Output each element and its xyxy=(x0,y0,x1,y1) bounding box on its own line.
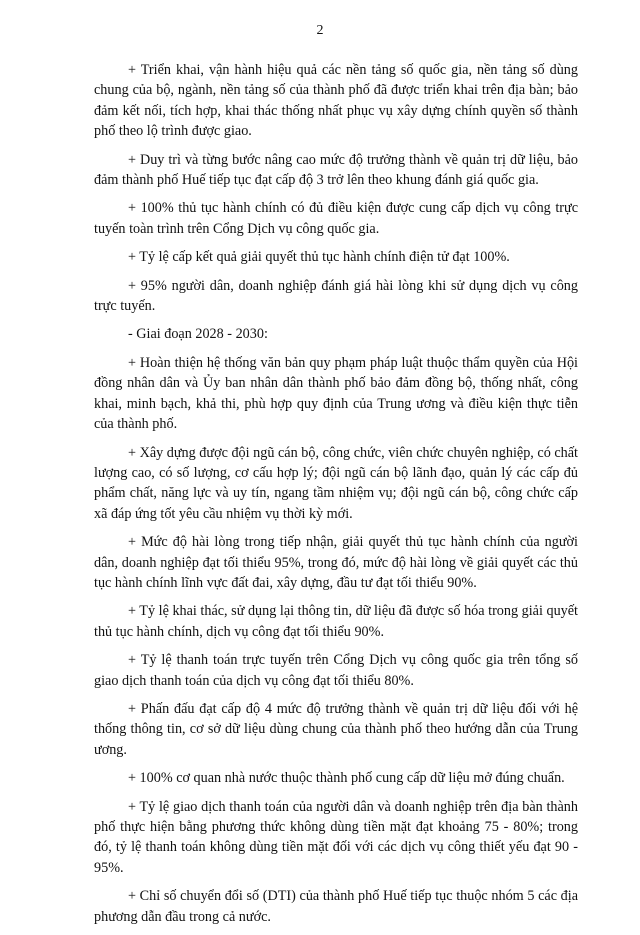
paragraph: + Tỷ lệ thanh toán trực tuyến trên Cổng Dịch vụ công quốc gia trên tổng số giao dịch thanh toán của dịch vụ công đạt tối thiểu 80%. xyxy=(94,652,578,689)
paragraph: + Mức độ hài lòng trong tiếp nhận, giải quyết thủ tục hành chính của người dân, doanh nghiệp đạt tối thiểu 95%, trong đó, mức độ hài lòng về giải quyết các thủ tục hành chính lĩnh vực đất đai, xây dựng, đầu tư đạt tối thiểu 90%. xyxy=(94,534,578,591)
document-body xyxy=(94,60,578,935)
page-number: 2 xyxy=(316,23,324,38)
section-heading: - Giai đoạn 2028 - 2030: xyxy=(128,326,268,343)
paragraph: + Tỷ lệ giao dịch thanh toán của người dân và doanh nghiệp trên địa bàn thành phố thực hiện bằng phương thức không dùng tiền mặt đạt khoảng 75 - 80%; trong đó, tỷ lệ thanh toán không dùng tiền mặt đối với các dịch vụ công thiết yếu đạt 90 - 95%. xyxy=(94,798,578,876)
paragraph: + Tỷ lệ khai thác, sử dụng lại thông tin, dữ liệu đã được số hóa trong giải quyết thủ tục hành chính, dịch vụ công đạt tối thiểu 90%. xyxy=(94,603,578,640)
paragraph: + Xây dựng được đội ngũ cán bộ, công chức, viên chức chuyên nghiệp, có chất lượng cao, có số lượng, cơ cấu hợp lý; đội ngũ cán bộ lãnh đạo, quản lý các cấp đủ phẩm chất, năng lực và uy tín, ngang tầm nhiệm vụ; đội ngũ cán bộ, công chức cấp xã đáp ứng tốt yêu cầu nhiệm vụ thời kỳ mới. xyxy=(94,444,578,522)
paragraph: + Phấn đấu đạt cấp độ 4 mức độ trưởng thành về quản trị dữ liệu đối với hệ thống thông tin, cơ sở dữ liệu dùng chung của thành phố theo hướng dẫn của Trung ương. xyxy=(94,700,578,758)
paragraph: + Tỷ lệ cấp kết quả giải quyết thủ tục hành chính điện tử đạt 100%. xyxy=(128,249,510,266)
paragraph: + 100% thủ tục hành chính có đủ điều kiện được cung cấp dịch vụ công trực tuyến toàn trình trên Cổng Dịch vụ công quốc gia. xyxy=(94,200,578,237)
paragraph: + 95% người dân, doanh nghiệp đánh giá hài lòng khi sử dụng dịch vụ công trực tuyến. xyxy=(94,277,578,315)
paragraph: + 100% cơ quan nhà nước thuộc thành phố cung cấp dữ liệu mở đúng chuẩn. xyxy=(128,770,565,787)
paragraph: + Chỉ số chuyển đổi số (DTI) của thành phố Huế tiếp tục thuộc nhóm 5 các địa phương dẫn đầu trong cả nước. xyxy=(94,888,578,925)
paragraph: + Duy trì và từng bước nâng cao mức độ trưởng thành về quản trị dữ liệu, bảo đảm thành phố Huế tiếp tục đạt cấp độ 3 trở lên theo khung đánh giá quốc gia. xyxy=(94,151,578,189)
paragraph: + Triển khai, vận hành hiệu quả các nền tảng số quốc gia, nền tảng số dùng chung của bộ, ngành, nền tảng số của thành phố đã được triển khai trên địa bàn; bảo đảm kết nối, tích hợp, khai thác thống nhất phục vụ xây dựng chính quyền số thành phố theo lộ trình được giao. xyxy=(94,62,578,140)
paragraph: + Hoàn thiện hệ thống văn bản quy phạm pháp luật thuộc thẩm quyền của Hội đồng nhân dân và Ủy ban nhân dân thành phố bảo đảm đồng bộ, thống nhất, công khai, minh bạch, khả thi, phù hợp quy định của Trung ương và điều kiện thực tiễn của thành phố. xyxy=(94,354,578,433)
